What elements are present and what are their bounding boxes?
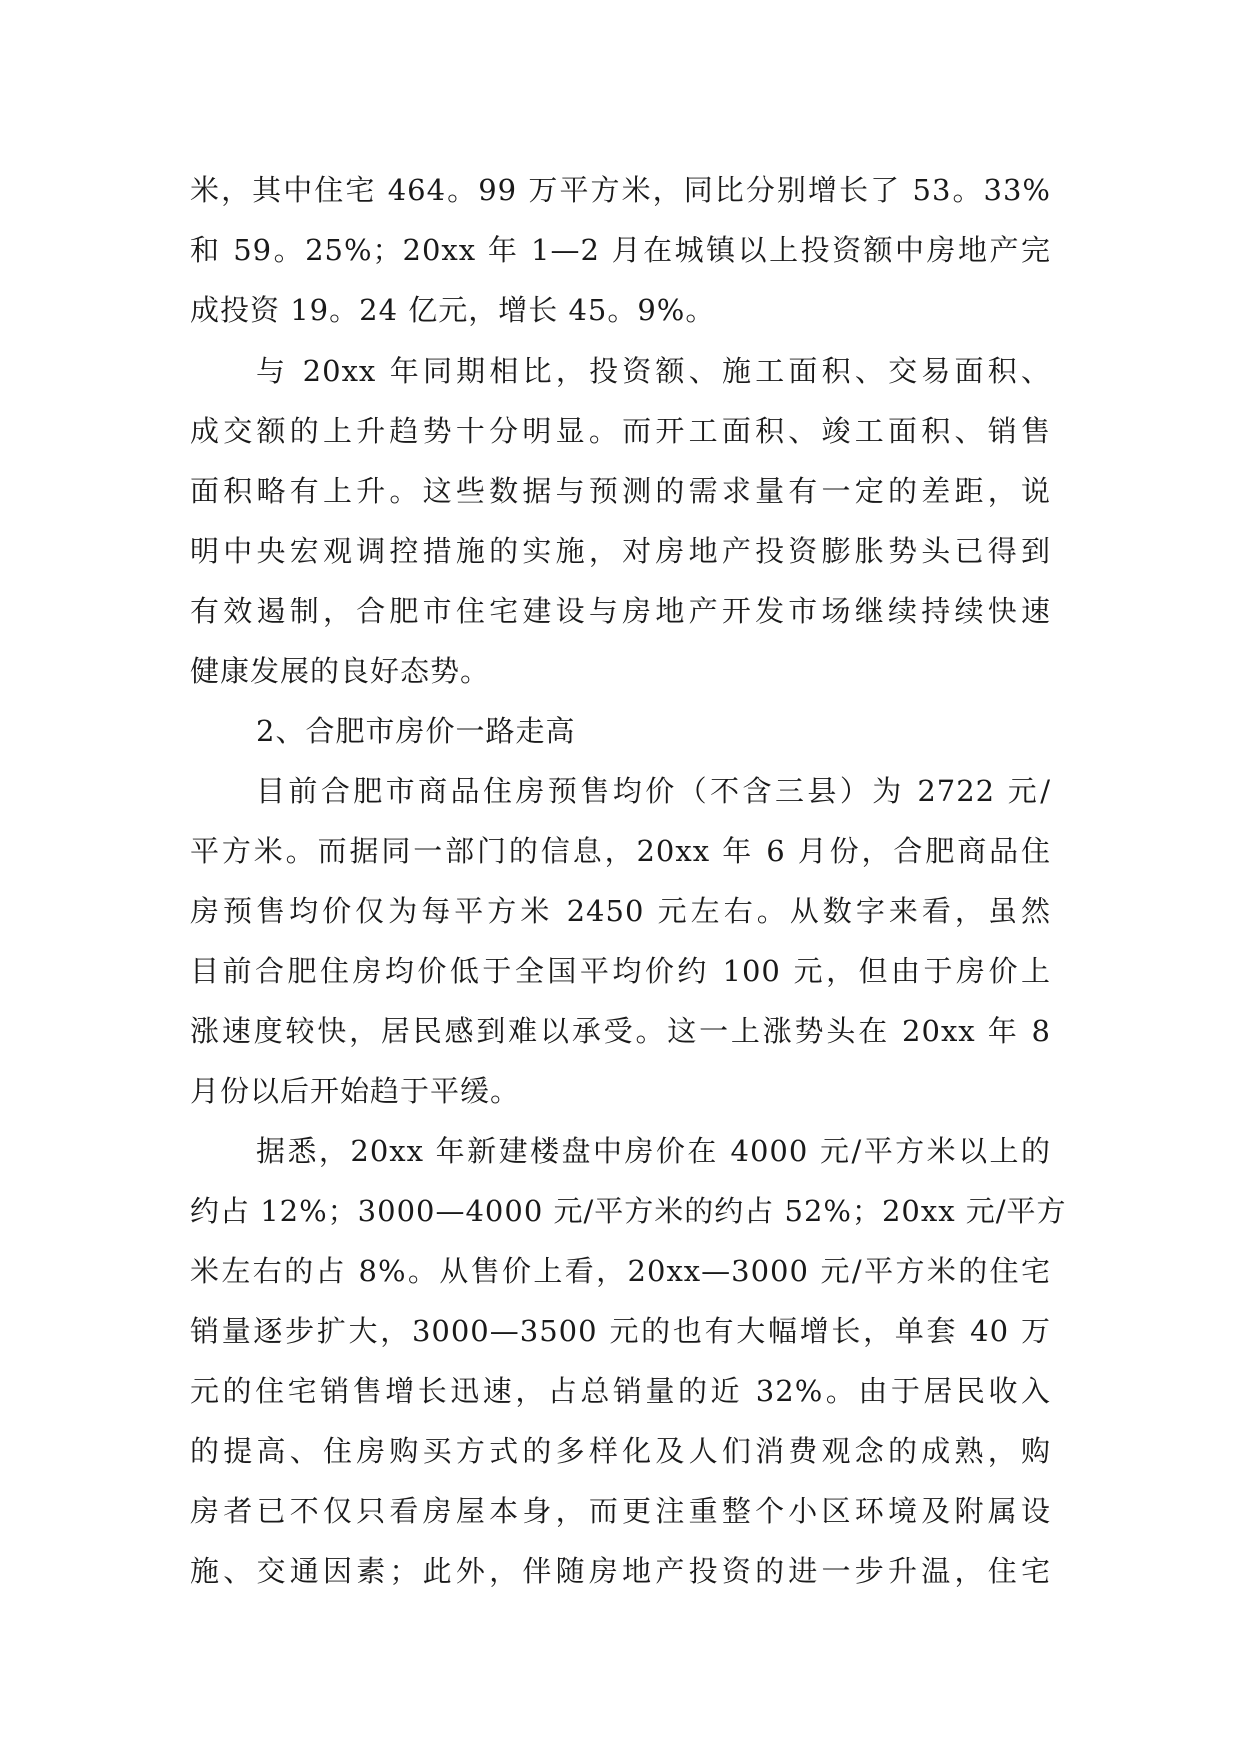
text-line: 平方米。而据同一部门的信息，20xx 年 6 月份，合肥商品住 [190,834,1051,868]
text-line: 和 59。25%；20xx 年 1—2 月在城镇以上投资额中房地产完 [190,233,1051,267]
text-line: 据悉，20xx 年新建楼盘中房价在 4000 元/平方米以上的 [256,1134,1051,1168]
text-line: 施、交通因素；此外，伴随房地产投资的进一步升温，住宅 [190,1554,1051,1588]
text-line: 涨速度较快，居民感到难以承受。这一上涨势头在 20xx 年 8 [190,1014,1051,1048]
text-line: 健康发展的良好态势。 [190,654,491,688]
section-heading: 2、合肥市房价一路走高 [256,714,576,748]
text-line: 销量逐步扩大，3000—3500 元的也有大幅增长，单套 40 万 [190,1314,1051,1348]
text-line: 面积略有上升。这些数据与预测的需求量有一定的差距，说 [190,474,1051,508]
text-line: 成交额的上升趋势十分明显。而开工面积、竣工面积、销售 [190,414,1051,448]
text-line: 米左右的占 8%。从售价上看，20xx—3000 元/平方米的住宅 [190,1254,1051,1288]
text-line: 房者已不仅只看房屋本身，而更注重整个小区环境及附属设 [190,1494,1051,1528]
text-line: 月份以后开始趋于平缓。 [190,1074,521,1108]
text-line: 与 20xx 年同期相比，投资额、施工面积、交易面积、 [256,354,1051,388]
text-line: 米，其中住宅 464。99 万平方米，同比分别增长了 53。33% [190,173,1051,207]
text-line: 目前合肥住房均价低于全国平均价约 100 元，但由于房价上 [190,954,1051,988]
text-line: 的提高、住房购买方式的多样化及人们消费观念的成熟，购 [190,1434,1051,1468]
text-line: 约占 12%；3000—4000 元/平方米的约占 52%；20xx 元/平方 [190,1194,1067,1228]
text-line: 元的住宅销售增长迅速，占总销量的近 32%。由于居民收入 [190,1374,1051,1408]
text-line: 明中央宏观调控措施的实施，对房地产投资膨胀势头已得到 [190,534,1051,568]
text-line: 房预售均价仅为每平方米 2450 元左右。从数字来看，虽然 [190,894,1051,928]
text-line: 成投资 19。24 亿元，增长 45。9%。 [190,293,716,327]
text-line: 目前合肥市商品住房预售均价（不含三县）为 2722 元/ [256,774,1051,808]
text-line: 有效遏制，合肥市住宅建设与房地产开发市场继续持续快速 [190,594,1051,628]
